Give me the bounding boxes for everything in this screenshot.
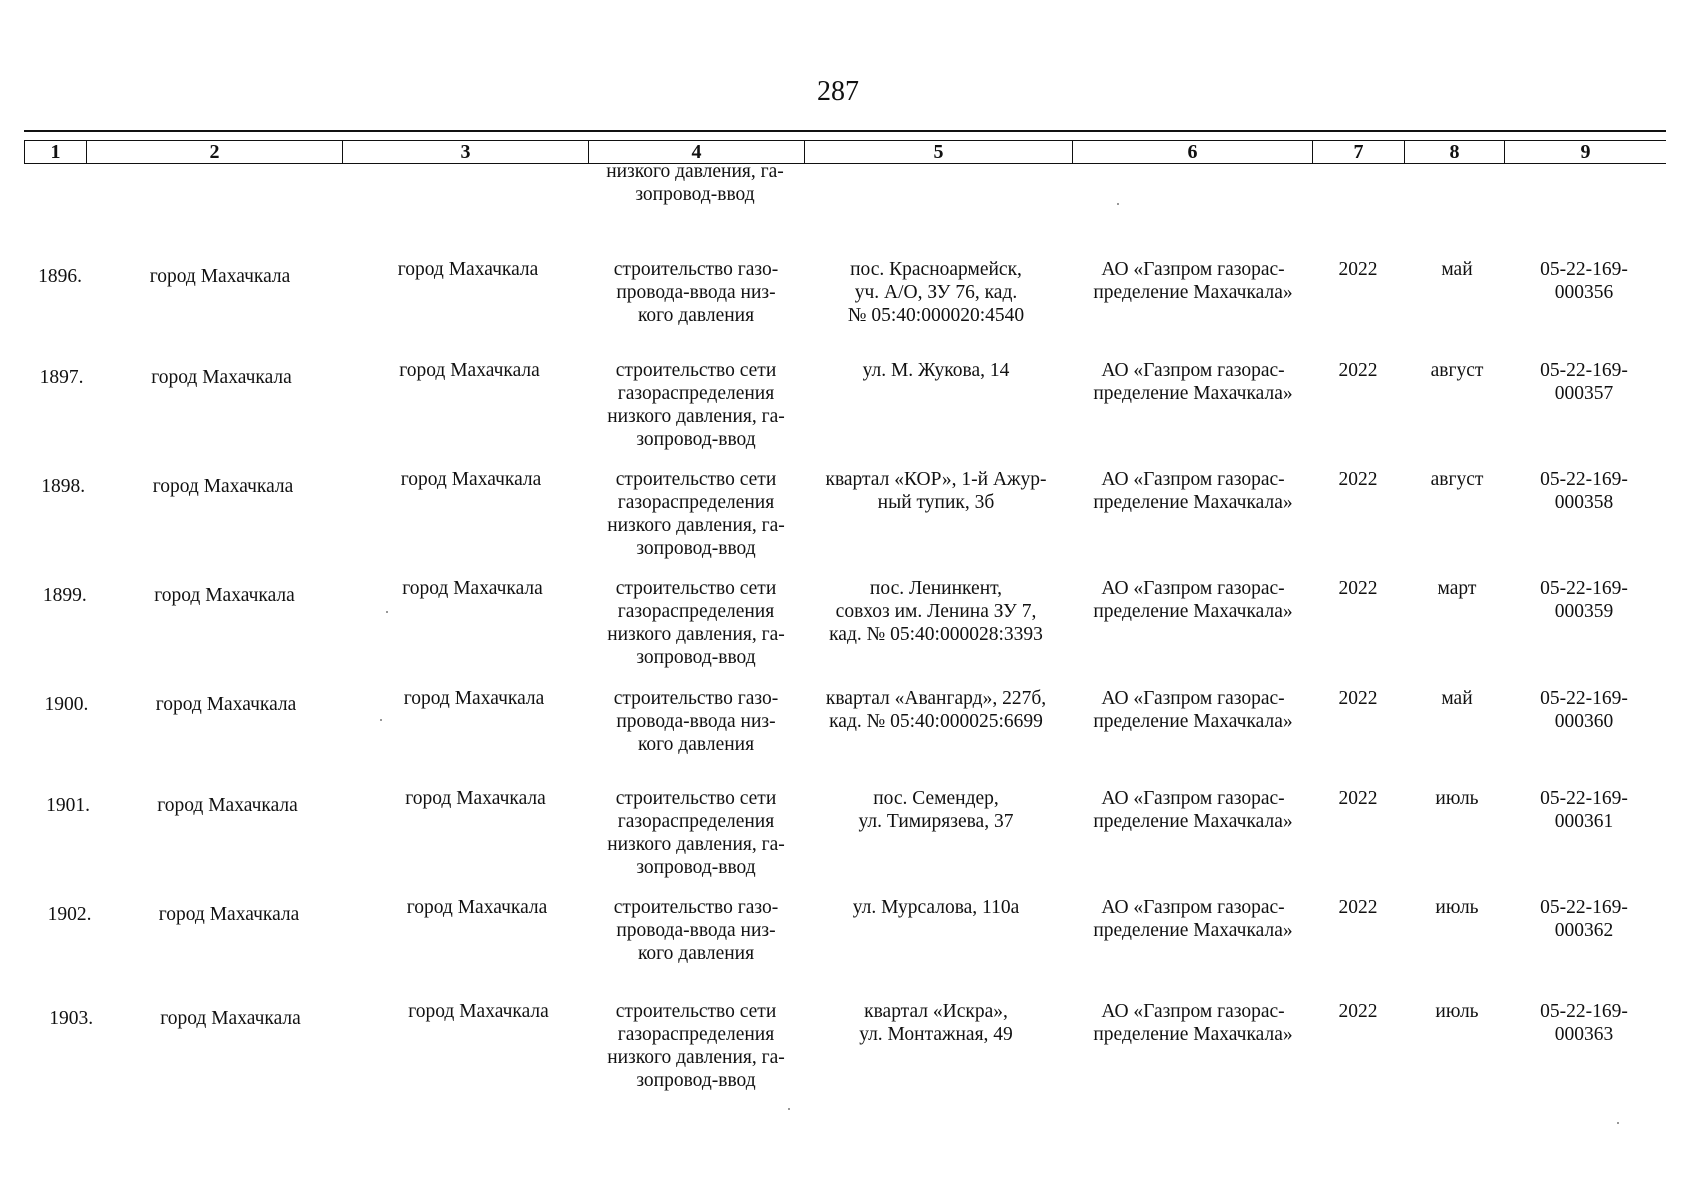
top-rule <box>24 130 1666 132</box>
cell-organization: АО «Газпром газорас- пределение Махачкала» <box>1093 259 1293 303</box>
cell-municipality: город Махачкала <box>152 476 294 497</box>
header-col-4: 4 <box>588 141 804 163</box>
cell-municipality: город Махачкала <box>149 266 291 287</box>
cell-address: ул. Мурсалова, 110а <box>852 897 1020 918</box>
cell-address: пос. Красноармейск, уч. А/О, ЗУ 76, кад. № 05:40:000020:4540 <box>847 259 1025 326</box>
scan-speck <box>1617 1122 1619 1124</box>
cell-object: строительство газо- провода-ввода низ- кого давления <box>613 688 779 755</box>
header-col-7: 7 <box>1312 141 1404 163</box>
cell-registry-no: 05-22-169- 000356 <box>1540 259 1628 303</box>
cell-registry-no: 05-22-169- 000362 <box>1540 897 1628 941</box>
cell-address: пос. Ленинкент, совхоз им. Ленина ЗУ 7, кад. № 05:40:000028:3393 <box>829 578 1043 645</box>
row-number: 1901. <box>46 795 90 816</box>
cell-year: 2022 <box>1338 788 1378 809</box>
cell-object: строительство газо- провода-ввода низ- кого давления <box>613 897 779 964</box>
cell-month: май <box>1441 259 1473 280</box>
cell-municipality: город Махачкала <box>160 1008 301 1029</box>
cell-year: 2022 <box>1338 1001 1378 1022</box>
row-number: 1900. <box>44 694 89 715</box>
cell-municipality: город Махачкала <box>158 904 300 925</box>
cell-address: пос. Семендер, ул. Тимирязева, 37 <box>858 788 1014 832</box>
table-header <box>24 140 1666 164</box>
cell-year: 2022 <box>1338 360 1378 381</box>
cell-registry-no: 05-22-169- 000357 <box>1540 360 1628 404</box>
cell-municipality: город Махачкала <box>151 367 292 388</box>
cell-address: квартал «Искра», ул. Монтажная, 49 <box>859 1001 1013 1045</box>
header-col-5: 5 <box>804 141 1072 163</box>
cell-settlement: город Махачкала <box>405 788 546 809</box>
cell-month: июль <box>1435 897 1479 918</box>
row-number: 1899. <box>42 585 87 606</box>
row-number: 1902. <box>47 904 92 925</box>
header-col-6: 6 <box>1072 141 1312 163</box>
cell-organization: АО «Газпром газорас- пределение Махачкала» <box>1093 1001 1293 1045</box>
cell-object: строительство сети газораспределения низкого давления, га- зопровод-ввод <box>607 578 785 668</box>
cell-settlement: город Махачкала <box>397 259 539 280</box>
cell-registry-no: 05-22-169- 000358 <box>1540 469 1628 513</box>
cell-object: строительство сети газораспределения низкого давления, га- зопровод-ввод <box>607 469 785 559</box>
cell-organization: АО «Газпром газорас- пределение Махачкала» <box>1093 469 1293 513</box>
cell-object: строительство сети газораспределения низкого давления, га- зопровод-ввод <box>607 788 785 878</box>
scan-speck <box>386 611 388 613</box>
cell-organization: АО «Газпром газорас- пределение Махачкала» <box>1093 897 1293 941</box>
scan-speck <box>788 1108 790 1110</box>
cell-organization: АО «Газпром газорас- пределение Махачкала» <box>1093 788 1293 832</box>
cell-year: 2022 <box>1338 469 1378 490</box>
cell-month: март <box>1437 578 1477 599</box>
row-number: 1903. <box>49 1008 94 1029</box>
cell-year: 2022 <box>1338 688 1378 709</box>
cell-settlement: город Махачкала <box>400 469 542 490</box>
cell-address: квартал «Авангард», 227б, кад. № 05:40:000025:6699 <box>825 688 1047 732</box>
header-col-9: 9 <box>1504 141 1666 163</box>
cell-month: август <box>1430 360 1484 381</box>
cell-settlement: город Махачкала <box>408 1001 549 1022</box>
cell-registry-no: 05-22-169- 000361 <box>1540 788 1628 832</box>
cell-address: ул. М. Жукова, 14 <box>862 360 1010 381</box>
row-number: 1897. <box>39 367 84 388</box>
cell-settlement: город Махачкала <box>402 578 543 599</box>
cell-municipality: город Махачкала <box>157 795 298 816</box>
cell-year: 2022 <box>1338 897 1378 918</box>
cell-month: май <box>1441 688 1473 709</box>
scan-speck <box>380 719 382 721</box>
cell-municipality: город Махачкала <box>155 694 297 715</box>
cell-organization: АО «Газпром газорас- пределение Махачкала» <box>1093 688 1293 732</box>
header-col-8: 8 <box>1404 141 1504 163</box>
cell-year: 2022 <box>1338 259 1378 280</box>
cell-month: август <box>1430 469 1484 490</box>
cell-year: 2022 <box>1338 578 1378 599</box>
header-col-3: 3 <box>342 141 588 163</box>
cell-registry-no: 05-22-169- 000363 <box>1540 1001 1628 1045</box>
cell-organization: АО «Газпром газорас- пределение Махачкала» <box>1093 578 1293 622</box>
row-number: 1896. <box>38 266 82 287</box>
continuation-col-4: низкого давления, га- зопровод-ввод <box>606 161 784 205</box>
cell-object: строительство газо- провода-ввода низ- кого давления <box>613 259 779 326</box>
cell-municipality: город Махачкала <box>154 585 295 606</box>
row-number: 1898. <box>41 476 86 497</box>
scan-speck <box>1117 203 1119 205</box>
cell-settlement: город Махачкала <box>403 688 545 709</box>
cell-registry-no: 05-22-169- 000360 <box>1540 688 1628 732</box>
header-col-1: 1 <box>24 141 86 163</box>
cell-month: июль <box>1435 1001 1479 1022</box>
cell-address: квартал «КОР», 1-й Ажур- ный тупик, 3б <box>825 469 1047 513</box>
header-col-2: 2 <box>86 141 342 163</box>
cell-settlement: город Махачкала <box>399 360 540 381</box>
cell-object: строительство сети газораспределения низкого давления, га- зопровод-ввод <box>607 1001 785 1091</box>
cell-settlement: город Махачкала <box>406 897 548 918</box>
cell-registry-no: 05-22-169- 000359 <box>1540 578 1628 622</box>
cell-month: июль <box>1435 788 1479 809</box>
cell-object: строительство сети газораспределения низкого давления, га- зопровод-ввод <box>607 360 785 450</box>
cell-organization: АО «Газпром газорас- пределение Махачкала» <box>1093 360 1293 404</box>
page-number: 287 <box>817 76 859 107</box>
